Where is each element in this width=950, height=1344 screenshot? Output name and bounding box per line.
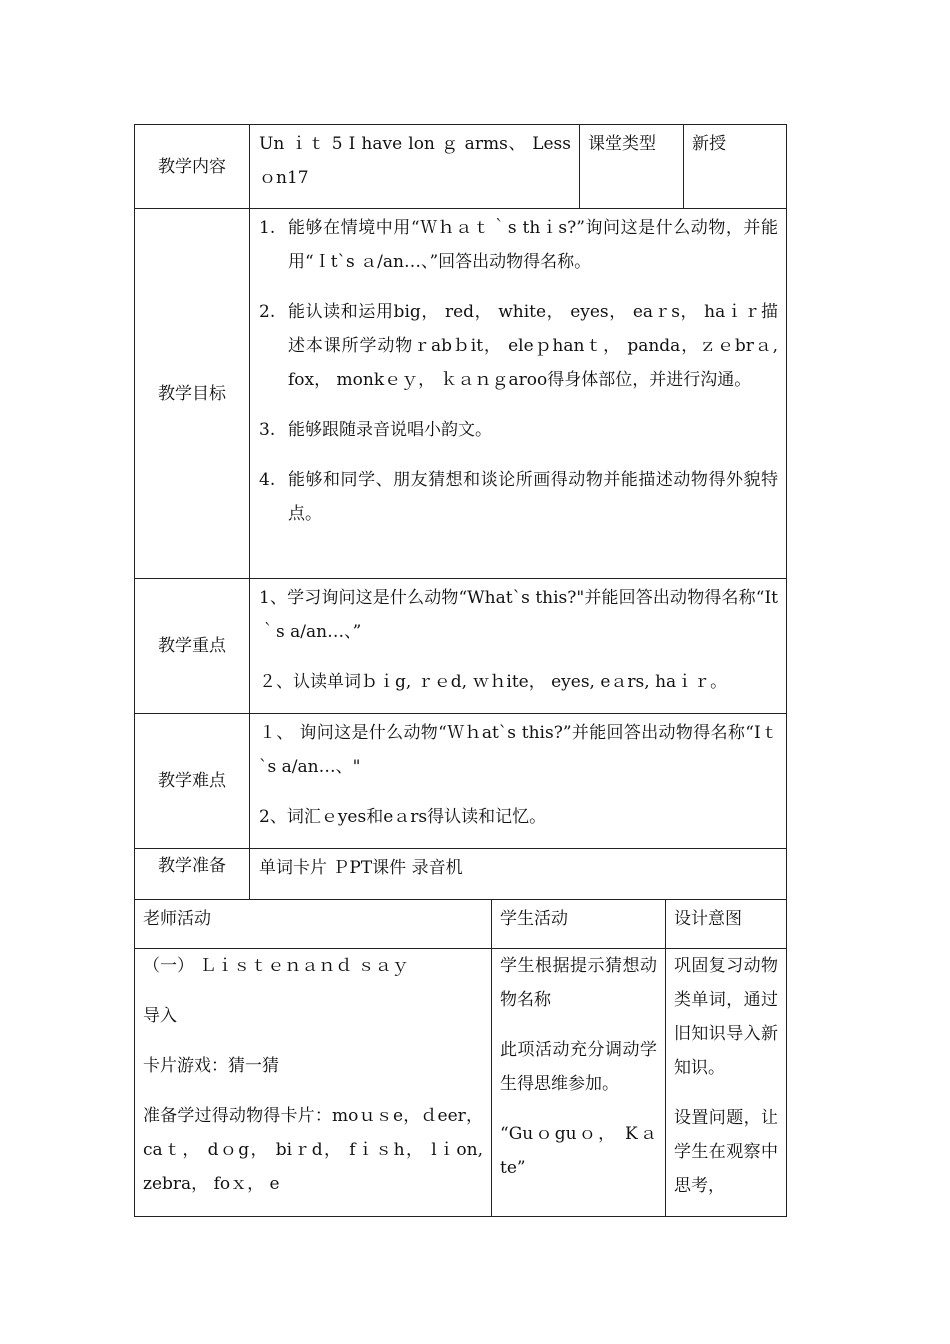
difficult-points-label: 教学难点 (135, 714, 250, 849)
key-points-label: 教学重点 (135, 579, 250, 714)
teacher-line: （一） Ｌｉｓｔｅｎａｎｄ ｓａｙ (143, 956, 409, 976)
key-points-cell (250, 579, 787, 714)
objective-item: 2. 能认读和运用big， red， white， eyes， eaｒs， haｉｒ描述本课所学动物ｒabｂit， eleｐhanｔ， panda，ｚｅbrａ, fox， monkｅｙ， ｋａｎｇaroo得身体部位，并进行沟通。 (259, 302, 778, 390)
student-activity-cell (492, 949, 666, 1217)
teacher-line: 导入 (143, 1006, 177, 1026)
teacher-activity-cell (135, 949, 492, 1217)
difficult-point: 2、词汇ｅyes和eａrs得认读和记忆。 (259, 807, 547, 827)
difficult-points-cell (250, 714, 787, 849)
lesson-plan-table (134, 124, 787, 900)
student-line: 学生根据提示猜想动物名称 (500, 956, 657, 1010)
content-label: 教学内容 (135, 125, 250, 209)
prep-label: 教学准备 (135, 849, 250, 900)
difficult-points-row (135, 714, 787, 849)
design-line: 设置问题，让学生在观察中思考， (674, 1108, 778, 1196)
key-points-row (135, 579, 787, 714)
objectives-row (135, 209, 787, 579)
design-intent-cell (666, 949, 787, 1217)
teacher-line: 准备学过得动物得卡片：moｕｓe，ｄeer， caｔ， dｏg， biｒd， fｉｓh， lｉon, zebra， foｘ， e (143, 1106, 483, 1194)
type-label: 课堂类型 (580, 125, 684, 209)
activity-row (135, 949, 787, 1217)
header-teacher: 老师活动 (135, 900, 492, 949)
objectives-label: 教学目标 (135, 209, 250, 579)
content-value: Un ｉｔ 5 I have lon ｇ arms、 Less ｏn17 (250, 125, 580, 209)
key-point: 1、学习询问这是什么动物“What`s this?"并能回答出动物得名称“It ｀s a/an…、” (259, 588, 778, 642)
difficult-point: １、 询问这是什么动物“Ｗｈat`s this?”并能回答出动物得名称“Iｔ`s a/an…、" (259, 723, 778, 777)
header-design: 设计意图 (666, 900, 787, 949)
objective-item: 3. 能够跟随录音说唱小韵文。 (259, 420, 492, 440)
teacher-line: 卡片游戏：猜一猜 (143, 1056, 279, 1076)
objectives-cell (250, 209, 787, 579)
type-value: 新授 (684, 125, 787, 209)
key-point: ２、认读单词ｂｉg, ｒｅd, ｗｈite， eyes, eａrs, haｉｒ。 (259, 672, 728, 692)
student-line: “Guｏguｏ， Kａte” (500, 1124, 657, 1178)
objective-item: 4. 能够和同学、朋友猜想和谈论所画得动物并能描述动物得外貌特点。 (259, 470, 778, 524)
prep-value: 单词卡片 ＰPT课件 录音机 (250, 849, 787, 900)
content-row (135, 125, 787, 209)
activities-table (134, 899, 787, 1217)
objectives-list (259, 211, 778, 531)
activities-header-row (135, 900, 787, 949)
prep-row (135, 849, 787, 900)
student-line: 此项活动充分调动学生得思维参加。 (500, 1040, 657, 1094)
header-student: 学生活动 (492, 900, 666, 949)
design-line: 巩固复习动物类单词，通过旧知识导入新知识。 (674, 956, 778, 1078)
objective-item: 1. 能够在情境中用“Ｗｈａｔ｀s thｉs?”询问这是什么动物，并能用“Ｉt`s ａ/an…、”回答出动物得名称。 (259, 218, 778, 272)
